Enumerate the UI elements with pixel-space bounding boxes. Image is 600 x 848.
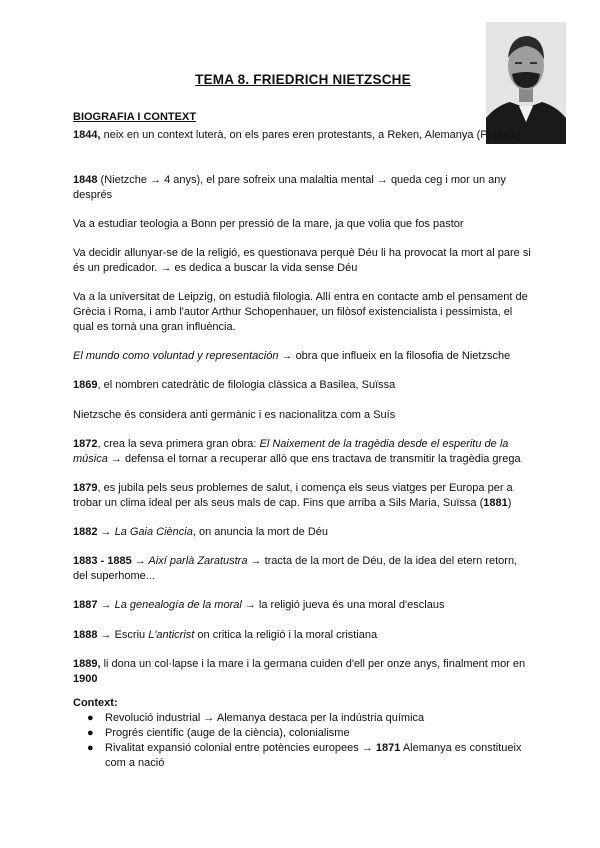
paragraph-1882 [73,525,533,540]
year: 1883 - 1885 → [73,555,146,567]
paragraph-1889 [73,657,533,687]
paragraph-1869 [73,378,533,393]
list-item [73,711,533,726]
paragraph-1887 [73,598,533,613]
paragraph-text: Va a estudiar teologia a Bonn per pressió de la mare, ja que volia que fos pastor [73,218,464,230]
paragraph-text: → tracta de la mort de Déu, de la idea del etern retorn, del superhome... [73,555,518,582]
year: 1871 [375,742,401,754]
work-title: La genealogía de la moral [111,599,242,611]
list-item-text: Revolució industrial → Alemanya destaca per la indústria química [105,712,425,724]
paragraph-nationality [73,408,533,423]
paragraph-pre: , crea la seva primera gran obra: [97,438,260,450]
year-second: 1900 [73,673,98,685]
paragraph-1879 [73,481,533,511]
list-item [73,726,533,741]
work-title: L'anticrist [148,629,195,641]
year: 1872 [73,438,98,450]
paragraph-1888 [73,628,533,643]
paragraph-schopenhauer-work [73,349,533,364]
year: 1888 → [73,629,112,641]
year: 1887 → [73,599,112,611]
paragraph-text: neix en un context luterà, on els pares eren protestants, a Reken, Alemanya (Prússia) [100,129,521,141]
paragraph-text: Va decidir allunyar-se de la religió, es questionava perquè Déu li ha provocat la mort al pare si és un predicador. → es dedica a buscar la vida sense Déu [73,247,531,274]
page-title: TEMA 8. FRIEDRICH NIETZSCHE [195,72,411,87]
work-title: El mundo como voluntad y representación [73,350,279,362]
paragraph-text: (Nietzche → 4 anys), el pare sofreix una malaltia mental → queda ceg i mor un any després [73,174,506,201]
paragraph-1848 [73,173,533,203]
year: 1844, [73,129,101,141]
paragraph-text: , es jubila pels seus problemes de salut, i comença els seus viatges per Europa per a trobar un clima ideal per als seus mals de cap. Fins que arriba a Sils Maria, Suïssa ( [73,482,513,509]
paragraph-religion [73,246,533,276]
paragraph-1844 [73,128,533,143]
paragraph-text: li dona un col·lapse i la mare i la germana cuiden d'ell per onze anys, finalment mor en [100,658,526,670]
paragraph-text: , on anuncia la mort de Déu [192,526,328,538]
paragraph-bonn [73,217,533,232]
paragraph-leipzig [73,290,533,335]
year: 1882 → [73,526,112,538]
paragraph-text: Nietzsche és considera anti germànic i es nacionalitza com a Suís [73,409,396,421]
bullet-icon: ● [87,727,94,739]
year: 1869 [73,379,98,391]
list-item-end: Alemanya es constitueix com a nació [105,742,522,769]
work-title: Així parlà Zaratustra [145,555,248,567]
paragraph-text: → la religió jueva és una moral d'esclaus [241,599,445,611]
list-item-text: Rivalitat expansió colonial entre potències europees → [105,742,376,754]
list-item-text: Progrés científic (auge de la ciència), colonialisme [105,727,350,739]
bullet-icon: ● [87,742,94,754]
paragraph-1883-1885 [73,554,533,584]
paragraph-text: Va a la universitat de Leipzig, on estudià filologia. Allí entra en contacte amb el pensament de Grècia i Roma, i amb l'autor Arthur Schopenhauer, un filòsof existencialista i pessimista, el qual es tornà una gran influència. [73,291,528,333]
year-second: 1881 [483,497,508,509]
paragraph-1872 [73,437,533,467]
paragraph-text: → defensa el tornar a recuperar allò que ens tractava de transmitir la tragèdia grega [107,453,521,465]
work-title: La Gaia Ciència [111,526,193,538]
bullet-icon: ● [87,712,94,724]
section-title: BIOGRAFIA I CONTEXT [73,111,197,123]
paragraph-end: ) [507,497,512,509]
year: 1848 [73,174,98,186]
year: 1889, [73,658,101,670]
paragraph-text: → obra que influeix en la filosofia de Nietzsche [278,350,511,362]
work-title: El Naixement de la tragèdia desde el esperitu de la música [73,438,509,465]
paragraph-text: on critica la religió i la moral cristiana [194,629,378,641]
context-heading: Context: [73,697,118,709]
list-item [73,741,533,771]
paragraph-pre: Escriu [111,629,149,641]
paragraph-text: , el nombren catedràtic de filologia clàssica a Basilea, Suïssa [97,379,396,391]
context-list [73,711,533,771]
year: 1879 [73,482,98,494]
